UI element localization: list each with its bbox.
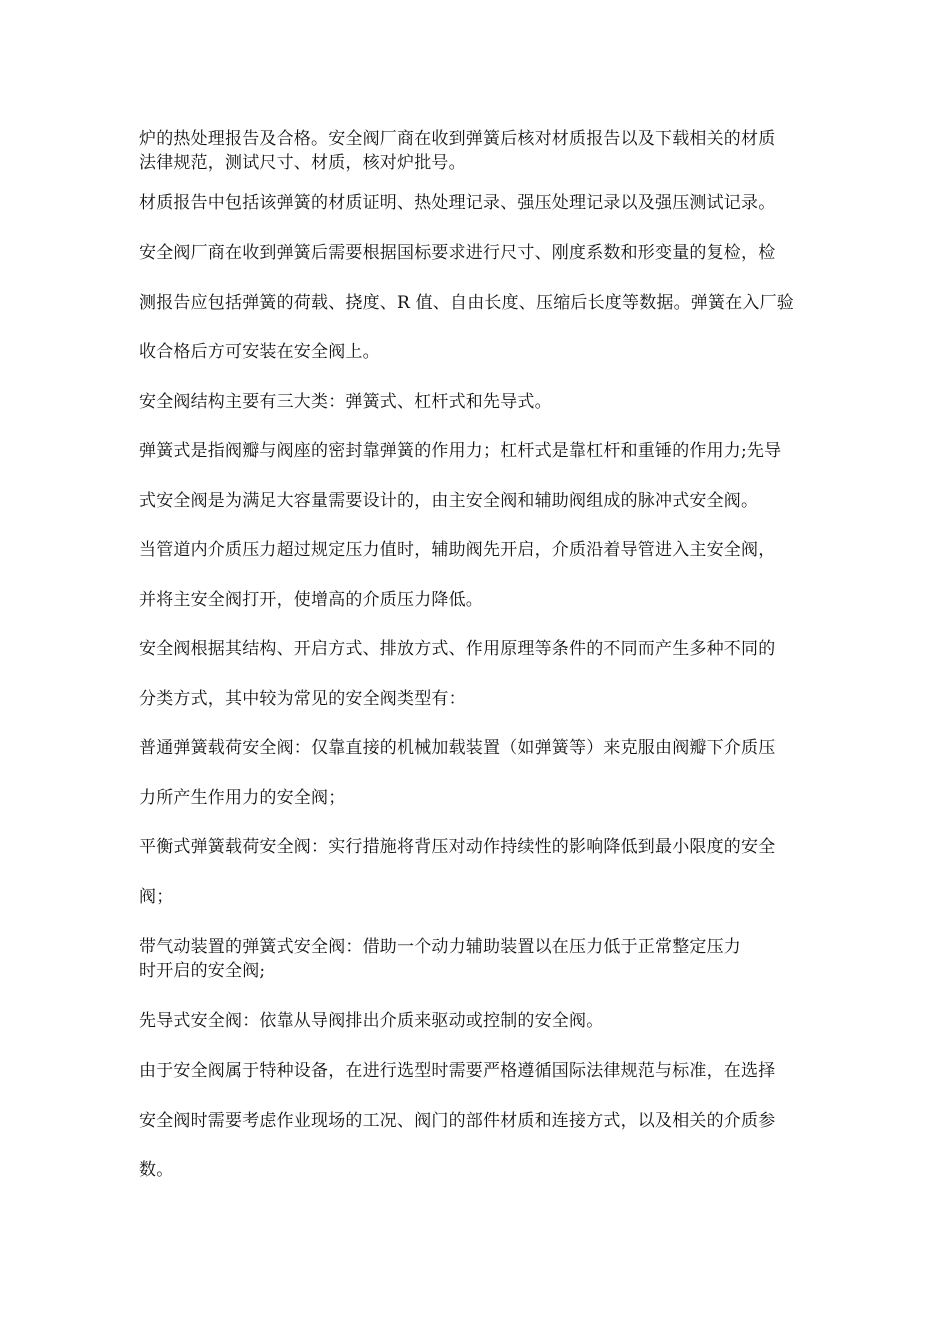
text-line: 安全阀时需要考虑作业现场的工况、阀门的部件材质和连接方式，以及相关的介质参 [139,1111,776,1131]
text-line: 并将主安全阀打开，使增高的介质压力降低。 [139,590,483,610]
text-line: 力所产生作用力的安全阀； [139,788,346,808]
text-line: 式安全阀是为满足大容量需要设计的，由主安全阀和辅助阀组成的脉冲式安全阀。 [139,491,759,511]
text-line: 分类方式，其中较为常见的安全阀类型有： [139,689,466,709]
text-line: 安全阀根据其结构、开启方式、排放方式、作用原理等条件的不同而产生多种不同的 [139,639,776,659]
text-line: 法律规范，测试尺寸、材质，核对炉批号。 [139,153,466,173]
text-line: 平衡式弹簧载荷安全阀：实行措施将背压对动作持续性的影响降低到最小限度的安全 [139,837,776,857]
text-line: 阀； [139,887,174,907]
text-line: 由于安全阀属于特种设备，在进行选型时需要严格遵循国际法律规范与标准，在选择 [139,1061,776,1081]
text-line: 普通弹簧载荷安全阀：仅靠直接的机械加载装置（如弹簧等）来克服由阀瓣下介质压 [139,738,776,758]
text-line: 时开启的安全阀; [139,961,266,981]
text-line: 安全阀结构主要有三大类：弹簧式、杠杆式和先导式。 [139,392,552,412]
text-line: 弹簧式是指阀瓣与阀座的密封靠弹簧的作用力；杠杆式是靠杠杆和重锤的作用力;先导 [139,441,782,461]
text-line: 炉的热处理报告及合格。安全阀厂商在收到弹簧后核对材质报告以及下载相关的材质 [139,129,776,149]
text-line: 数。 [139,1160,174,1180]
text-line: 先导式安全阀：依靠从导阀排出介质来驱动或控制的安全阀。 [139,1011,604,1031]
text-line: 带气动装置的弹簧式安全阀：借助一个动力辅助装置以在压力低于正常整定压力 [139,937,741,957]
text-line: 材质报告中包括该弹簧的材质证明、热处理记录、强压处理记录以及强压测试记录。 [139,193,776,213]
text-line: 收合格后方可安装在安全阀上。 [139,342,380,362]
text-line: 当管道内介质压力超过规定压力值时，辅助阀先开启，介质沿着导管进入主安全阀， [139,540,776,560]
text-line: 安全阀厂商在收到弹簧后需要根据国标要求进行尺寸、刚度系数和形变量的复检，检 [139,243,776,263]
text-line: 测报告应包括弹簧的荷载、挠度、R 值、自由长度、压缩后长度等数据。弹簧在入厂验 [139,293,795,313]
